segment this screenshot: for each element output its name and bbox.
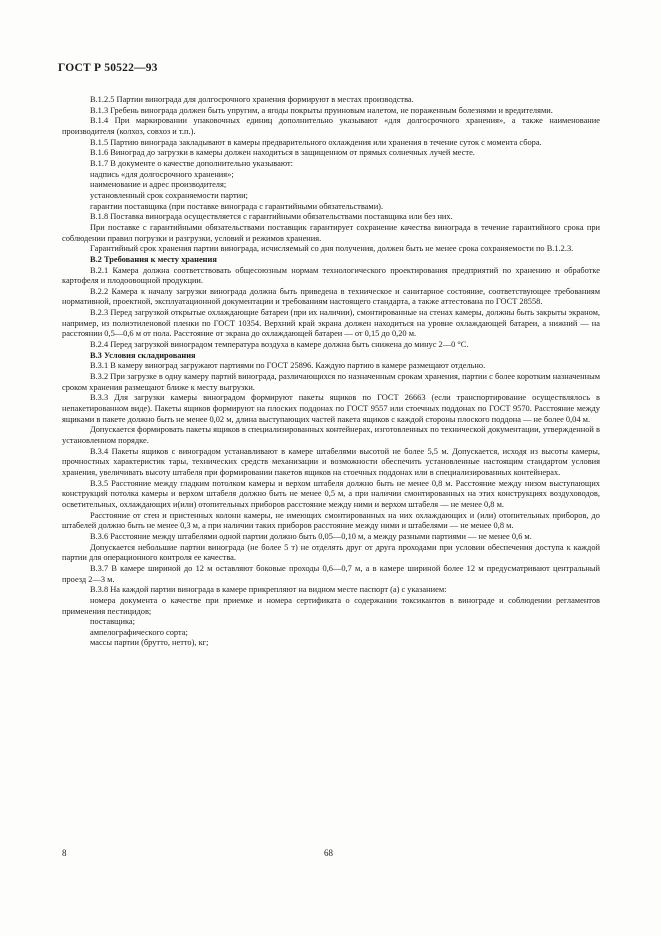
list-item: установленный срок сохраняемости партии;	[90, 190, 248, 200]
paragraph: В.2.1 Камера должна соответствовать общесоюзным нормам технологического проектирования предприятий по хранению и обработке картофеля и плодоовощной продукции.	[62, 265, 600, 286]
list-item: поставщика;	[90, 617, 135, 627]
paragraph: Гарантийный срок хранения партии винограда, исчисляемый со дня получения, должен быть не менее срока сохраняемости по В.1.2.3.	[90, 244, 574, 254]
paragraph: В.3.4 Пакеты ящиков с виноградом устанавливают в камере штабелями высотой не более 5,5 м. Допускается, исходя из высоты камеры, прочностных характеристик тары, технических средств механизации и возможности обеспечить установленные настоящим стандартом условия хранения, увеличивать высоту штабеля при формировании пакетов ящиков на стоечных поддонах или в специализированных контейнерах.	[62, 446, 600, 477]
paragraph: В.1.2.5 Партии винограда для долгосрочного хранения формируют в местах производства.	[90, 95, 414, 104]
document-header: ГОСТ Р 50522—93	[58, 62, 158, 74]
paragraph: В.1.6 Виноград до загрузки в камеры должен находиться в защищенном от прямых солнечных лучей месте.	[90, 148, 475, 158]
paragraph: Допускается формировать пакеты ящиков в специализированных контейнерах, изготовленных по технической документации, утвержденной в установленном порядке.	[62, 425, 600, 445]
list-item: надпись «для долгосрочного хранения»;	[90, 169, 234, 179]
list-item: гарантии поставщика (при поставке винограда с гарантийными обязательствами).	[90, 201, 384, 211]
paragraph: В.3.1 В камеру виноград загружают партиями по ГОСТ 25896. Каждую партию в камере размещают отдельно.	[90, 361, 486, 371]
paragraph: В.2.3 Перед загрузкой открытые охлаждающие батареи (при их наличии), смонтированные на стенах камеры, должны быть закрыты экраном, например, из полиэтиленовой пленки по ГОСТ 10354. Верхний край экрана должен находиться на уровне охлаждающей батареи, а нижний — на расстоянии 0,5—0,6 м от пола. Расстояние от экрана до охлаждающей батареи — от 0,15 до 0,20 м.	[62, 308, 600, 339]
page-number-center: 68	[324, 848, 333, 858]
section-heading: В.2 Требования к месту хранения	[90, 254, 217, 264]
paragraph: В.2.4 Перед загрузкой виноградом температура воздуха в камере должна быть снижена до минус 2—0 °С.	[90, 340, 469, 350]
page-number-left: 8	[62, 848, 67, 858]
paragraph: В.1.7 В документе о качестве дополнительно указывают:	[90, 158, 293, 168]
list-item: массы партии (брутто, нетто), кг;	[90, 638, 209, 648]
paragraph: В.3.3 Для загрузки камеры виноградом формируют пакеты ящиков по ГОСТ 26663 (если транспортирование осуществлялось в непакетированном виде). Пакеты ящиков формируют на плоских поддонах по ГОСТ 9557 или стоечных поддонах по ГОСТ 9570. Расстояние между ящиками в пакете должно быть не менее 0,02 м, длина выступающих частей пакета ящиков с каждой стороны плоского поддона — не более 0,04 м.	[62, 393, 600, 424]
paragraph: В.1.8 Поставка винограда осуществляется с гарантийными обязательствами поставщика или без них.	[90, 212, 453, 222]
paragraph: В.3.8 На каждой партии винограда в камере прикрепляют на видном месте паспорт (а) с указанием:	[90, 585, 447, 595]
paragraph: В.3.2 При загрузке в одну камеру партий винограда, различающихся по назначенным срокам хранения, партии с более коротким назначенным сроком хранения размещают ближе к месту выгрузки.	[62, 372, 600, 392]
paragraph: В.1.5 Партию винограда закладывают в камеры предварительного охлаждения или хранения в течение суток с момента сбора.	[90, 137, 542, 147]
paragraph: В.3.6 Расстояние между штабелями одной партии должно быть 0,05—0,10 м, а между разными партиями — не менее 0,6 м.	[90, 531, 532, 541]
paragraph: В.2.2 Камера к началу загрузки винограда должна быть приведена в техническое и санитарное состояние, соответствующее требованиям нормативной, проектной, эксплуатационной документации и требованиям настоящего стандарта, а также аттестована по ГОСТ 28558.	[62, 286, 600, 307]
paragraph: При поставке с гарантийными обязательствами поставщик гарантирует сохранение качества винограда в течение гарантийного срока при соблюдении правил погрузки и разгрузки, условий и режимов хранения.	[62, 222, 600, 243]
paragraph: номера документа о качестве при приемке и номера сертификата о содержании токсикантов в винограде и соблюдении регламентов применения пестицидов;	[62, 595, 600, 616]
paragraph: В.3.7 В камере шириной до 12 м оставляют боковые проходы 0,6—0,7 м, а в камере шириной более 12 м предусматривают центральный проезд 2—3 м.	[62, 563, 600, 584]
paragraph: В.1.4 При маркировании упаковочных единиц дополнительно указывают «для долгосрочного хранения», а также наименование производителя (колхоз, совхоз и т.п.).	[62, 116, 600, 136]
list-item: ампелографического сорта;	[90, 627, 188, 637]
section-heading: В.3 Условия складирования	[90, 350, 196, 360]
paragraph: В.3.5 Расстояние между гладким потолком камеры и верхом штабеля должно быть не менее 0,8 м. Расстояние между низом выступающих конструкций потолка камеры и верхом штабеля должно быть не менее 0,5 м, а при наличии смонтированных на этих конструкциях воздуховодов, осветительных, охлаждающих и(или) отопительных приборов расстояние между ними и верхом штабеля — не менее 0,8 м.	[62, 478, 600, 509]
list-item: наименование и адрес производителя;	[90, 180, 227, 190]
paragraph: В.1.3 Гребень винограда должен быть упругим, а ягоды покрыты пруиновым налетом, не пораженным болезнями и вредителями.	[90, 105, 553, 115]
paragraph: Допускается небольшие партии винограда (не более 5 т) не отделять друг от друга проходами при условии обеспечения доступа к каждой партии для операционного контроля ее качества.	[62, 542, 600, 563]
document-body	[62, 95, 600, 649]
paragraph: Расстояние от стен и пристенных колонн камеры, не имеющих смонтированных на них охлаждающих и (или) отопительных приборов, до штабелей должно быть не менее 0,3 м, а при наличии таких приборов расстояние между ними и штабелями — не менее 0,8 м.	[62, 510, 600, 531]
